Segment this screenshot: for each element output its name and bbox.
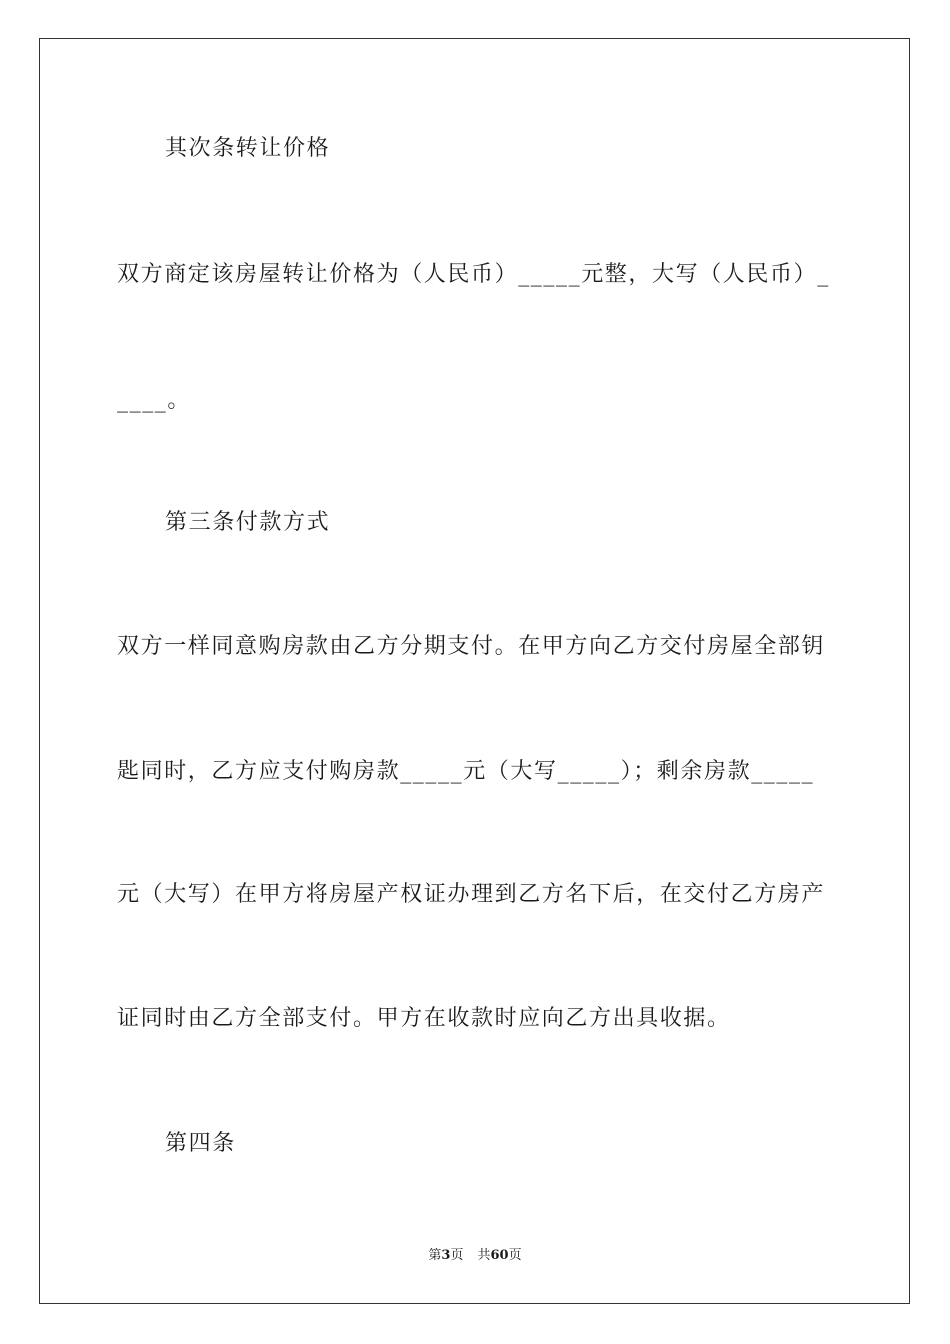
- article-3-heading: 第三条付款方式: [165, 510, 331, 535]
- paragraph-line: 匙同时，乙方应支付购房款_____元（大写_____）；剩余房款_____: [117, 759, 815, 784]
- paragraph-line: 双方一样同意购房款由乙方分期支付。在甲方向乙方交付房屋全部钥: [117, 634, 826, 659]
- page-suffix: 页: [450, 1248, 464, 1263]
- total-prefix: 共: [477, 1248, 491, 1263]
- paragraph-line: ____。: [117, 388, 192, 413]
- page-border: [39, 38, 910, 1304]
- page-footer: [0, 1247, 950, 1265]
- paragraph-line: 证同时由乙方全部支付。甲方在收款时应向乙方出具收据。: [117, 1006, 731, 1031]
- total-suffix: 页: [508, 1248, 522, 1263]
- paragraph-line: 双方商定该房屋转让价格为（人民币）_____元整，大写（人民币）_: [117, 262, 830, 287]
- article-2-heading: 其次条转让价格: [165, 136, 331, 161]
- page-prefix: 第: [428, 1248, 442, 1263]
- page-number: 3: [441, 1248, 451, 1263]
- total-pages: 60: [490, 1248, 509, 1263]
- paragraph-line: 元（大写）在甲方将房屋产权证办理到乙方名下后，在交付乙方房产: [117, 882, 826, 907]
- article-4-heading: 第四条: [165, 1131, 236, 1156]
